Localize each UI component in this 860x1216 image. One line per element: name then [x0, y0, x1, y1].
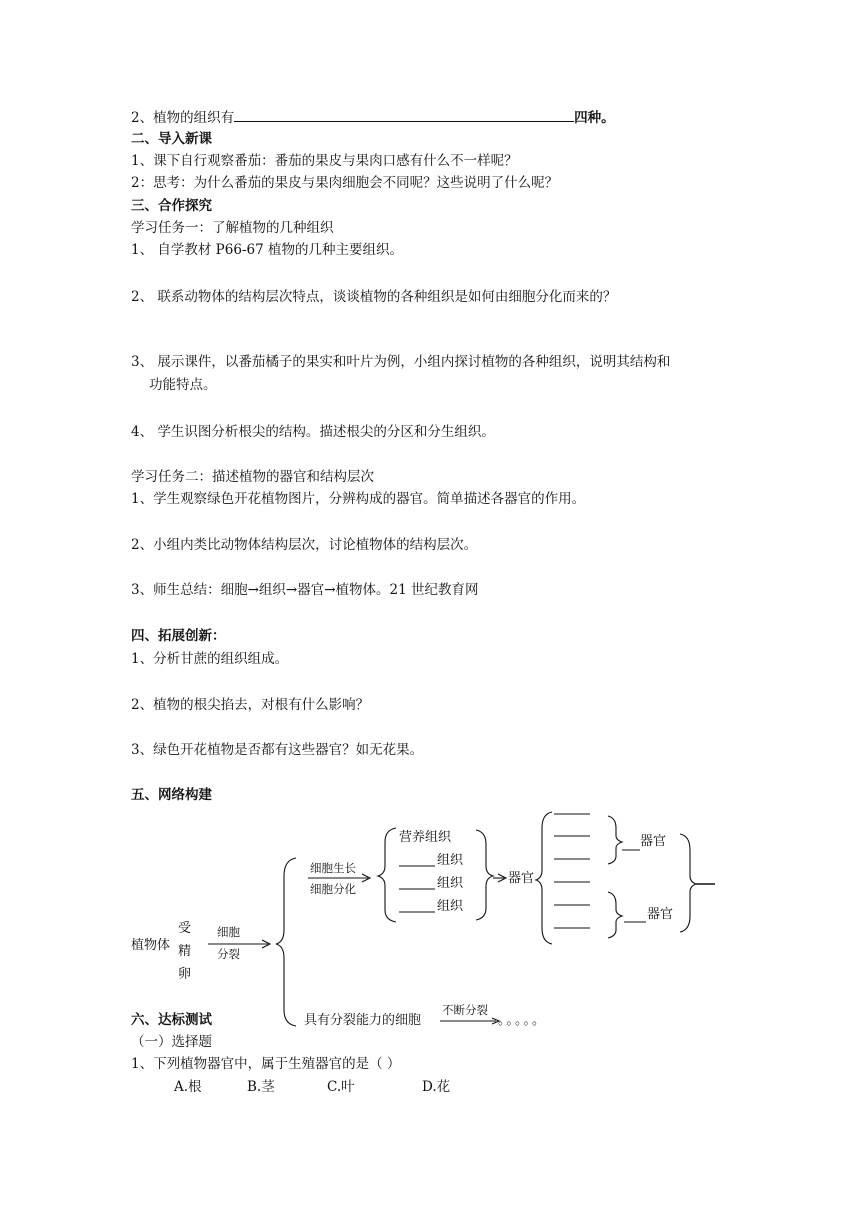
tissue-brace-left: [378, 828, 396, 922]
section-heading-network: 五、网络构建: [131, 787, 212, 803]
intro-question-2: 2：思考：为什么番茄的果皮与果肉细胞会不同呢？这些说明了什么呢？: [131, 175, 559, 191]
cell-division-top: 细胞: [217, 925, 240, 939]
task-2-item-3: 3、师生总结：细胞→组织→器官→植物体。21 世纪教育网: [131, 582, 479, 598]
zygote-char-3: 卵: [178, 967, 192, 982]
organ-group-2-label: 器官: [647, 907, 674, 922]
organ-brace-left: [536, 812, 552, 944]
tissue-blank-3: 组织: [437, 899, 464, 914]
continuation-dots: 。。。。。: [498, 1013, 548, 1028]
tissue-types-suffix: 四种。: [574, 110, 615, 126]
zygote-char-2: 精: [178, 944, 192, 959]
tissue-nutrient: 营养组织: [399, 830, 452, 845]
organ-group-brace-1: [608, 816, 622, 864]
task-1-item-3: 3、 展示课件，以番茄橘子的果实和叶片为例，小组内探讨植物的各种组织，说明其结构和: [131, 354, 671, 370]
option-a[interactable]: A.根: [174, 1079, 202, 1095]
section-heading-intro: 二、导入新课: [131, 131, 212, 147]
task-2-item-1: 1、学生观察绿色开花植物图片，分辨构成的器官。简单描述各器官的作用。: [131, 491, 586, 507]
section-heading-explore: 三、合作探究: [131, 198, 212, 214]
choice-subheading: （一）选择题: [131, 1034, 212, 1050]
cell-differentiation-label: 细胞分化: [310, 882, 356, 896]
section-heading-test: 六、达标测试: [131, 1012, 212, 1028]
extend-item-2: 2、植物的根尖掐去，对根有什么影响？: [131, 697, 370, 713]
organ-group-1-label: 器官: [640, 834, 667, 849]
task-1-item-2: 2、 联系动物体的结构层次特点，谈谈植物的各种组织是如何由细胞分化而来的？: [131, 289, 617, 305]
organ-group-brace-2: [608, 892, 622, 938]
option-d[interactable]: D.花: [422, 1079, 451, 1095]
task-1-item-4: 4、 学生识图分析根尖的结构。描述根尖的分区和分生组织。: [131, 424, 495, 440]
question-1: 1、下列植物器官中，属于生殖器官的是（ ）: [131, 1056, 401, 1072]
extend-item-3: 3、绿色开花植物是否都有这些器官？如无花果。: [131, 742, 424, 758]
task-1-title: 学习任务一：了解植物的几种组织: [131, 220, 334, 236]
continuous-division-label: 不断分裂: [442, 1003, 488, 1017]
tissue-brace-right: [476, 830, 493, 920]
task-1-item-1: 1、 自学教材 P66-67 植物的几种主要组织。: [131, 242, 403, 258]
tissue-blank-2: 组织: [437, 876, 464, 891]
zygote-char-1: 受: [178, 921, 192, 936]
option-b[interactable]: B.茎: [247, 1079, 275, 1095]
organ-label: 器官: [508, 871, 535, 886]
cell-growth-label: 细胞生长: [310, 861, 356, 875]
cell-division-bottom: 分裂: [217, 947, 240, 961]
tissue-blank-1: 组织: [437, 853, 464, 868]
tissue-types-prefix: 2、植物的组织有: [131, 110, 235, 126]
plant-body-label: 植物体: [131, 938, 171, 953]
task-2-item-2: 2、小组内类比动物体结构层次，讨论植物体的结构层次。: [131, 537, 478, 553]
extend-item-1: 1、分析甘蔗的组织组成。: [131, 651, 289, 667]
main-brace: [276, 858, 296, 1026]
task-1-item-3-cont: 功能特点。: [149, 377, 217, 393]
dividing-cell-label: 具有分裂能力的细胞: [304, 1013, 422, 1028]
intro-question-1: 1、课下自行观察番茄：番茄的果皮与果肉口感有什么不一样呢？: [131, 153, 518, 169]
plant-organs-brace: [680, 834, 696, 932]
section-heading-extend: 四、拓展创新：: [131, 628, 226, 644]
task-2-title: 学习任务二：描述植物的器官和结构层次: [131, 469, 374, 485]
option-c[interactable]: C.叶: [327, 1079, 355, 1095]
